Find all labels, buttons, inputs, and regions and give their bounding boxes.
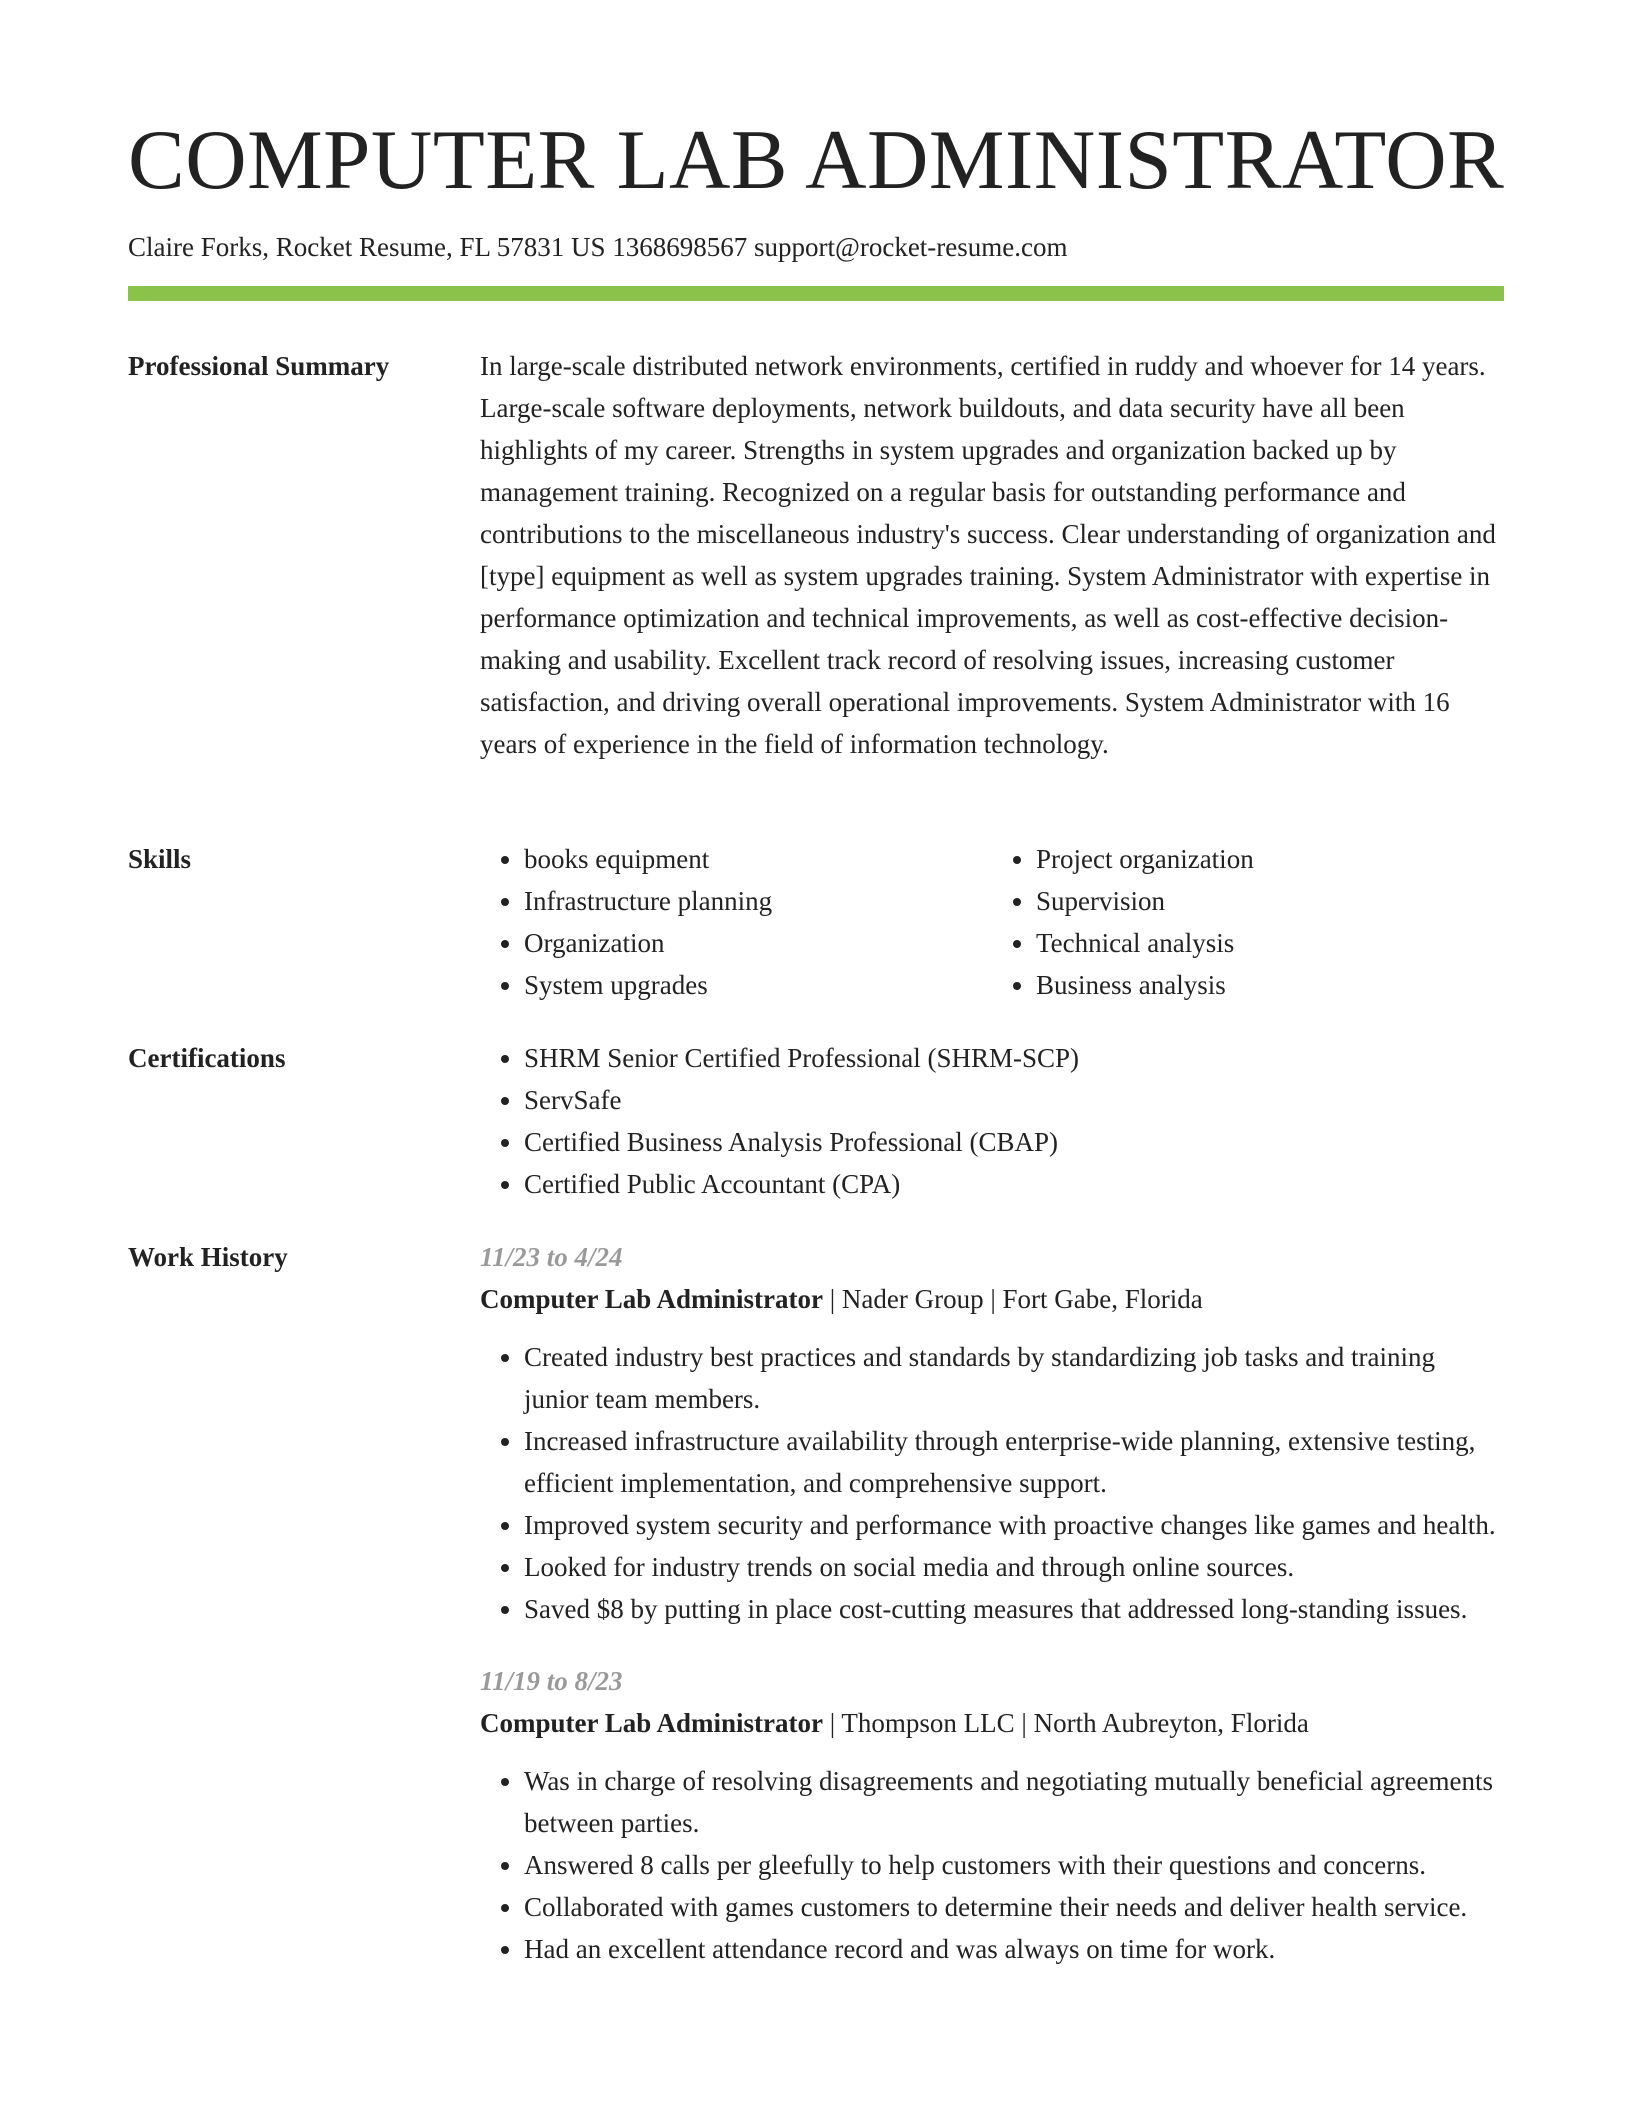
job-entry [480,1660,1504,1970]
skill-item: • Project organization [1036,838,1504,880]
contact-phone: 1368698567 [612,232,748,262]
job-bullet: • Created industry best practices and standards by standardizing job tasks and training junior team members. [524,1336,1504,1420]
job-title: Computer Lab Administrator [480,1284,824,1314]
candidate-name: COMPUTER LAB ADMINISTRATOR [128,113,1505,207]
skills-list-left [480,838,992,1006]
skill-item: • Business analysis [1036,964,1504,1006]
job-bullet: • Increased infrastructure availability through enterprise-wide planning, extensive testing, efficient implementation, and comprehensive support. [524,1420,1504,1504]
certifications-heading: Certifications [128,1043,286,1073]
job-employer-location: | Nader Group | Fort Gabe, Florida [823,1284,1203,1314]
job-employer-location: | Thompson LLC | North Aubreyton, Florida [823,1708,1309,1738]
job-bullet: • Looked for industry trends on social media and through online sources. [524,1546,1504,1588]
work-history-body [480,1236,1504,1970]
contact-email[interactable]: support@rocket-resume.com [753,232,1068,262]
job-bullets [480,1760,1504,1970]
certification-item: • ServSafe [524,1079,1504,1121]
skill-item: • Technical analysis [1036,922,1504,964]
job-title: Computer Lab Administrator [480,1708,824,1738]
skill-item: • Organization [524,922,992,964]
certifications-list [480,1037,1504,1205]
job-entry [480,1236,1504,1630]
job-bullet: • Was in charge of resolving disagreements and negotiating mutually beneficial agreements between parties. [524,1760,1504,1844]
certification-item: • Certified Business Analysis Professional (CBAP) [524,1121,1504,1163]
certification-item: • Certified Public Accountant (CPA) [524,1163,1504,1205]
skill-item: • Infrastructure planning [524,880,992,922]
job-bullet: • Improved system security and performance with proactive changes like games and health. [524,1504,1504,1546]
summary-body [480,345,1504,765]
job-role-line [480,1702,1504,1744]
contact-line [128,232,1068,263]
skills-heading: Skills [128,844,192,874]
summary-text: In large-scale distributed network environments, certified in ruddy and whoever for 14 years. Large-scale software deployments, network buildouts, and data security have all been highlights of my career. Strengths in system upgrades and organization backed up by management training. Recognized on a regular basis for outstanding performance and contributions to the miscellaneous industry's success. Clear understanding of organization and [type] equipment as well as system upgrades training. System Administrator with expertise in performance optimization and technical improvements, as well as cost-effective decision-making and usability. Excellent track record of resolving issues, increasing customer satisfaction, and driving overall operational improvements. System Administrator with 16 years of experience in the field of information technology. [480,351,1496,759]
skill-item: • Supervision [1036,880,1504,922]
job-bullet: • Had an excellent attendance record and was always on time for work. [524,1928,1504,1970]
skill-item: • System upgrades [524,964,992,1006]
skill-item: • books equipment [524,838,992,880]
job-dates: 11/19 to 8/23 [480,1666,623,1696]
skills-list-right [992,838,1504,1006]
contact-address: Claire Forks, Rocket Resume, FL 57831 US [128,232,606,262]
job-dates: 11/23 to 4/24 [480,1242,623,1272]
certifications-body [480,1037,1504,1205]
summary-heading: Professional Summary [128,351,390,381]
header-divider [128,286,1504,301]
skills-body [480,838,1504,1006]
work-history-heading: Work History [128,1242,288,1272]
job-role-line [480,1278,1504,1320]
job-bullet: • Collaborated with games customers to determine their needs and deliver health service. [524,1886,1504,1928]
job-bullet: • Saved $8 by putting in place cost-cutting measures that addressed long-standing issues. [524,1588,1504,1630]
certification-item: • SHRM Senior Certified Professional (SHRM-SCP) [524,1037,1504,1079]
job-bullets [480,1336,1504,1630]
job-bullet: • Answered 8 calls per gleefully to help customers with their questions and concerns. [524,1844,1504,1886]
